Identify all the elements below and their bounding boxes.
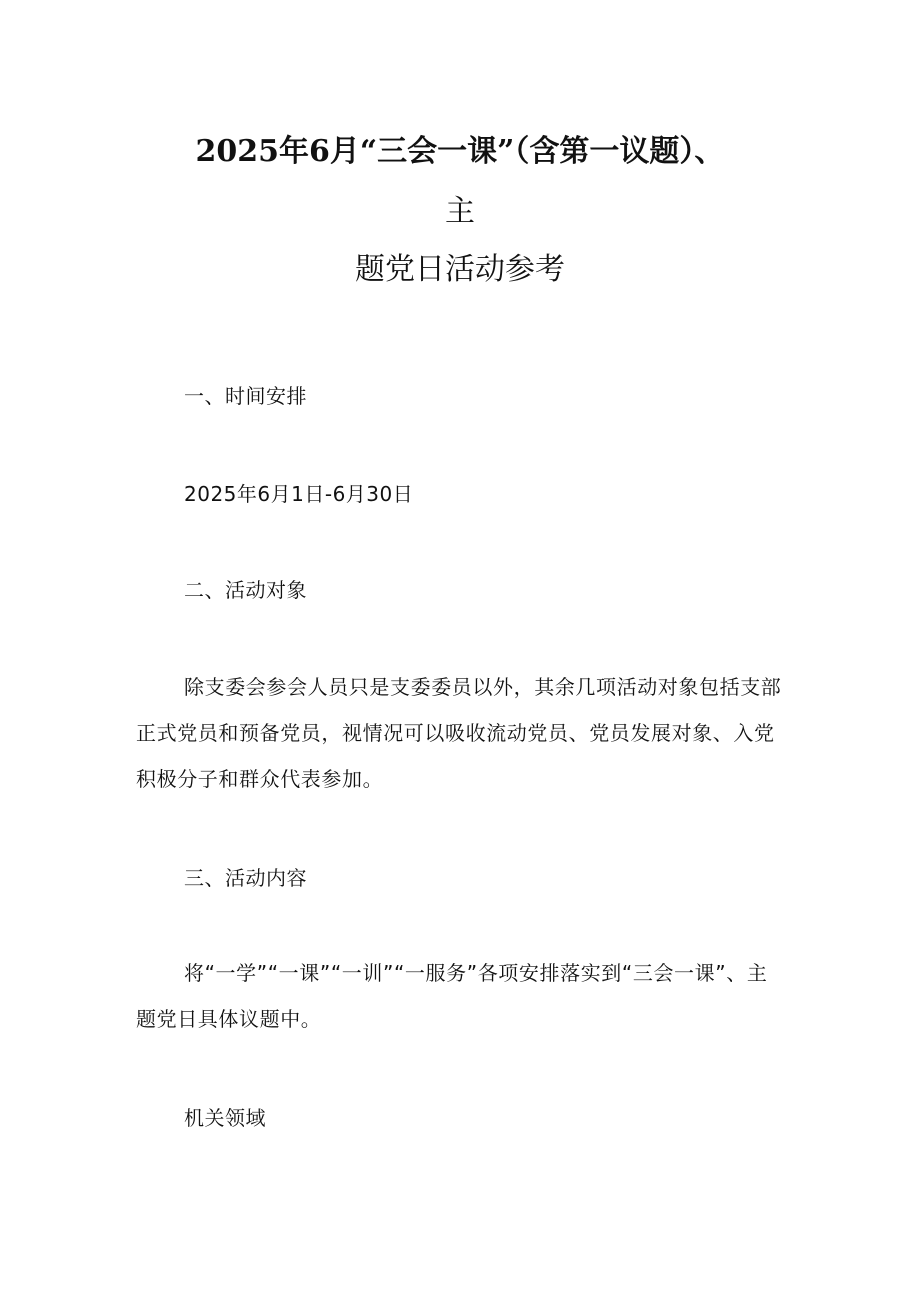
section-heading-content: 三、活动内容 bbox=[184, 866, 307, 890]
section-heading-participants: 二、活动对象 bbox=[184, 578, 307, 602]
document-title-line-2: 主 bbox=[445, 194, 475, 229]
document-title-line-1: 2025年6月“三会一课”（含第一议题）、 bbox=[195, 134, 725, 169]
section-heading-agency: 机关领域 bbox=[184, 1106, 266, 1130]
section-body-time: 2025年6月1日-6月30日 bbox=[184, 482, 414, 506]
document-title-line-3: 题党日活动参考 bbox=[355, 252, 565, 287]
section-body-participants: 除支委会参会人员只是支委委员以外，其余几项活动对象包括支部正式党员和预备党员，视情况可以吸收流动党员、党员发展对象、入党积极分子和群众代表参加。 bbox=[136, 675, 782, 791]
section-body-content: 将“一学”“一课”“一训”“一服务”各项安排落实到“三会一课”、主题党日具体议题中。 bbox=[136, 961, 768, 1031]
section-heading-time: 一、时间安排 bbox=[184, 384, 307, 408]
